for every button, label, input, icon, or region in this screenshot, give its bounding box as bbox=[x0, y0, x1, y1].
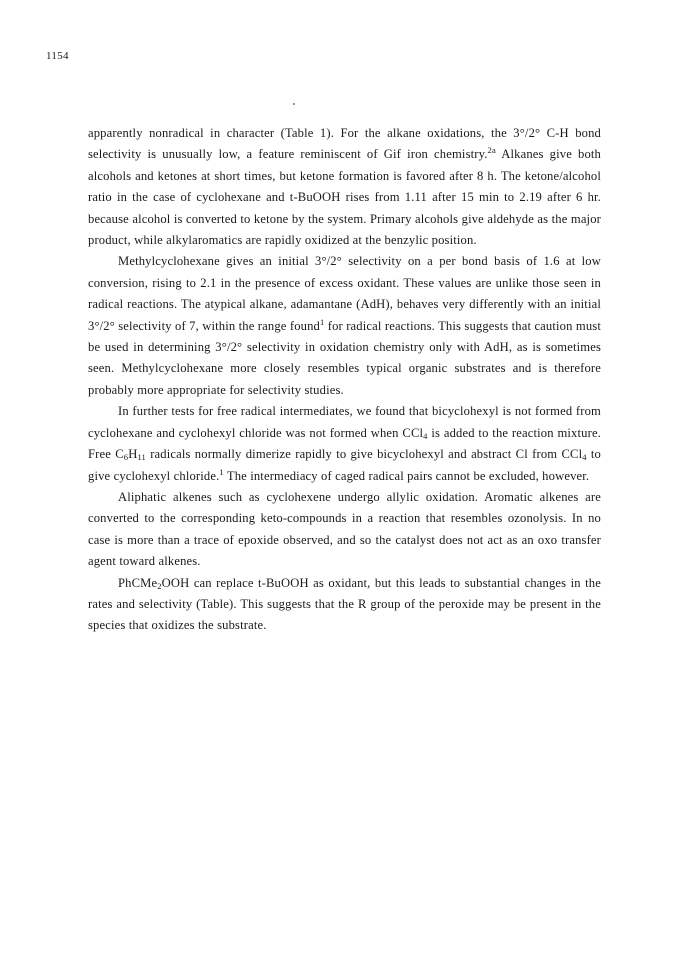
text-run: radicals normally dimerize rapidly to give bicyclohexyl and abstract Cl from CCl bbox=[145, 447, 583, 462]
paragraph-1 bbox=[88, 123, 601, 251]
text-run: Aliphatic alkenes such as cyclohexene undergo allylic oxidation. Aromatic alkenes are converted to the corresponding keto-compounds in a reaction that resembles ozonolysis. In no case is more than a trace of epoxide observed, and so the catalyst does not act as an oxo transfer agent toward alkenes. bbox=[88, 489, 601, 569]
paragraph-2 bbox=[88, 251, 601, 401]
paragraph-3 bbox=[88, 401, 601, 487]
paragraph-4 bbox=[88, 487, 601, 573]
page-number: 1154 bbox=[46, 50, 69, 62]
text-run: Alkanes give both alcohols and ketones at short times, but ketone formation is favored after 8 h. The ketone/alcohol ratio in the case of cyclohexane and t-BuOOH rises from 1.11 after 15 min to 2.19 after 6 hr. because alcohol is converted to ketone by the system. Primary alcohols give aldehyde as the major product, while alkylaromatics are rapidly oxidized at the benzylic position. bbox=[88, 147, 601, 248]
superscript: 1 bbox=[320, 316, 325, 327]
text-run: The intermediacy of caged radical pairs cannot be excluded, however. bbox=[223, 468, 590, 483]
subscript: 6 bbox=[123, 452, 129, 463]
text-run: for radical reactions. This suggests that caution must be used in determining 3°/2° selectivity in oxidation chemistry only with AdH, as is sometimes seen. Methylcyclohexane more closely resembles typical organic substrates and is therefore probably more appropriate for selectivity studies. bbox=[88, 318, 601, 397]
subscript: 11 bbox=[137, 452, 146, 463]
superscript: 1 bbox=[219, 466, 224, 477]
paragraph-5 bbox=[88, 573, 601, 637]
text-run: PhCMe bbox=[118, 575, 158, 590]
body-text bbox=[88, 123, 601, 637]
text-run: to give cyclohexyl chloride. bbox=[88, 447, 601, 483]
text-run: OOH can replace t-BuOOH as oxidant, but this leads to substantial changes in the rates and selectivity (Table). This suggests that the R group of the peroxide may be present in the species that oxidizes the substrate. bbox=[88, 575, 601, 633]
subscript: 4 bbox=[582, 452, 587, 463]
text-run: H bbox=[128, 447, 138, 462]
text-run: apparently nonradical in character (Table 1). For the alkane oxidations, the 3°/2° C-H bond selectivity is unusually low, a feature reminiscent of Gif iron chemistry. bbox=[88, 126, 601, 162]
scan-speck bbox=[293, 103, 295, 105]
text-run: In further tests for free radical intermediates, we found that bicyclohexyl is not formed from cyclohexane and cyclohexyl chloride was not formed when CCl bbox=[88, 404, 601, 440]
text-run: is added to the reaction mixture. Free C bbox=[88, 425, 601, 462]
superscript: 2a bbox=[487, 145, 496, 156]
subscript: 4 bbox=[423, 430, 428, 441]
subscript: 2 bbox=[157, 580, 162, 591]
text-run: Methylcyclohexane gives an initial 3°/2° selectivity on a per bond basis of 1.6 at low conversion, rising to 2.1 in the presence of excess oxidant. These values are unlike those seen in radical reactions. The atypical alkane, adamantane (AdH), behaves very differently with an initial 3°/2° selectivity of 7, within the range found bbox=[88, 254, 601, 333]
